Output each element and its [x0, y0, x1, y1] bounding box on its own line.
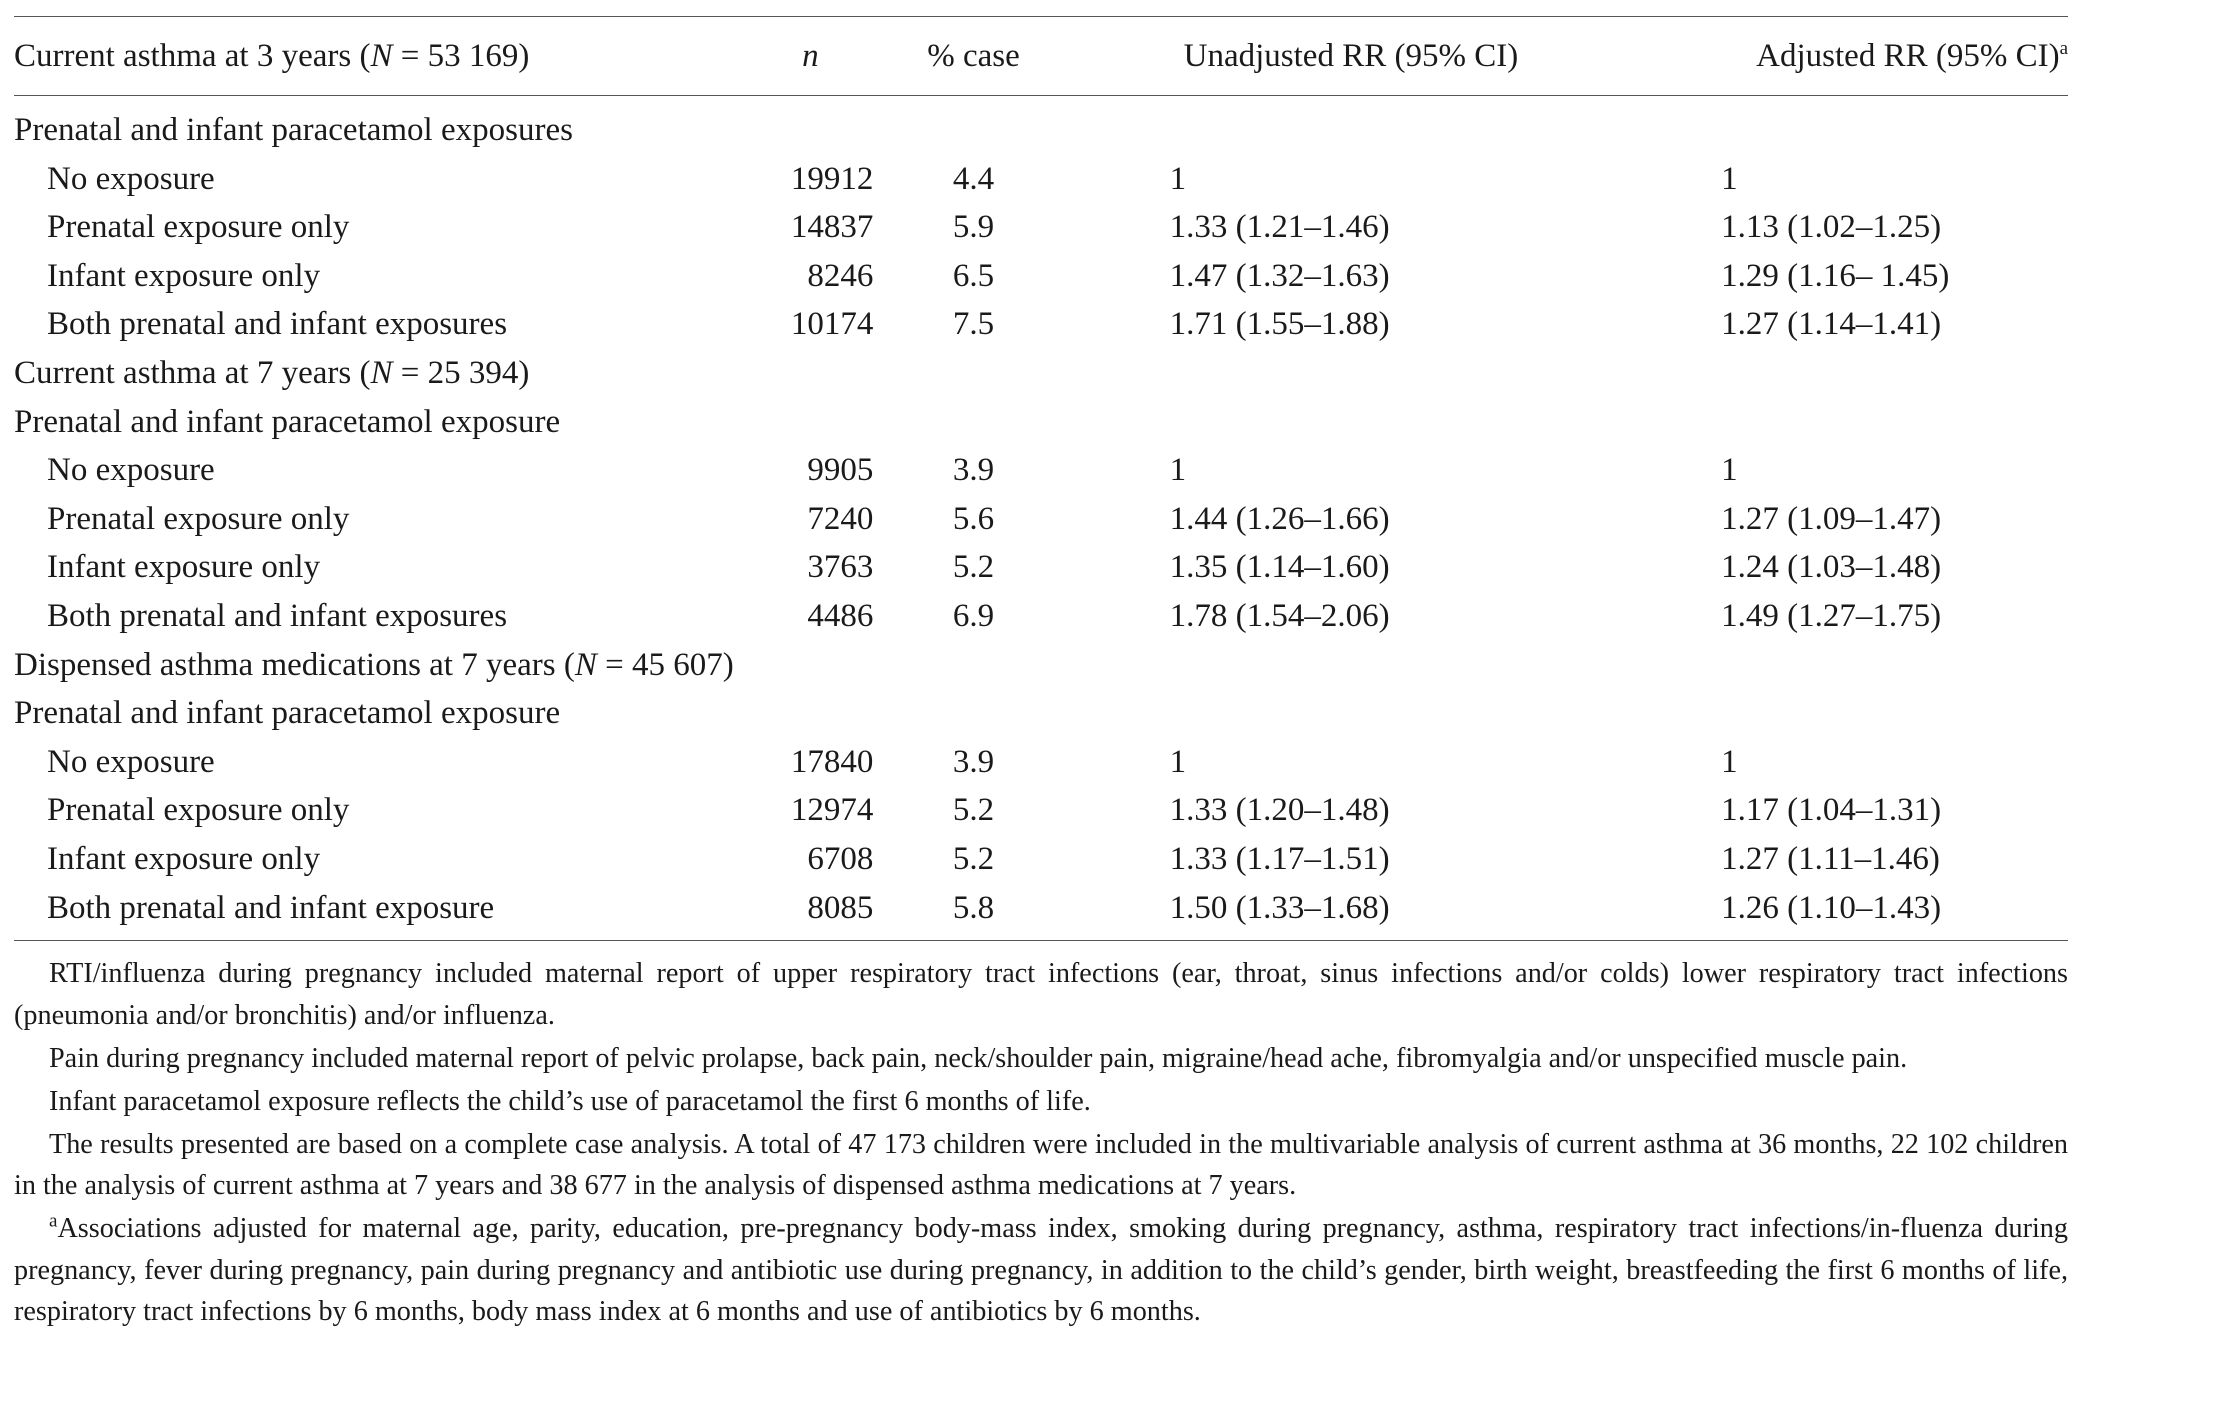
- note: The results presented are based on a complete case analysis. A total of 47 173 children were included in the multivariable analysis of current asthma at 36 months, 22 102 children in the analysis of current asthma at 7 years and 38 677 in the analysis of dispensed asthma medications at 7 years.: [14, 1128, 2068, 1202]
- adjusted-rr-value: 1: [1721, 743, 1738, 780]
- unadjusted-rr-value: 1.33 (1.21–1.46): [1169, 209, 1390, 246]
- adjusted-rr-value: 1: [1721, 160, 1738, 197]
- footnote: $^a$Associations adjusted for maternal age, parity, education, pre-pregnancy body-mass index, smoking during pregnancy, asthma, respiratory tract infections/in-fluenza during pregnancy, fever during pregnancy, pain during pregnancy and antibiotic use during pregnancy, in addition to the child’s gender, birth weight, breastfeeding the first 6 months of life, respiratory tract infections by 6 months, body mass index at 6 months and use of antibiotics by 6 months.: [14, 1210, 2068, 1328]
- unadjusted-rr-value: 1.71 (1.55–1.88): [1169, 306, 1390, 343]
- pct-case-value: 5.2: [952, 792, 995, 829]
- footnote-marker: a: [2059, 38, 2068, 59]
- table-row: [14, 446, 2068, 495]
- pct-case-value: 3.9: [952, 452, 995, 489]
- adjusted-rr-value: 1.17 (1.04–1.31): [1721, 792, 1942, 829]
- outcome-label: Dispensed asthma medications at 7 years (N = 45 607): [14, 646, 734, 683]
- group-label: Prenatal and infant paracetamol exposure: [14, 403, 561, 440]
- pct-case-value: 6.9: [952, 597, 995, 634]
- row-label: Prenatal exposure only: [47, 209, 350, 246]
- note: RTI/influenza during pregnancy included maternal report of upper respiratory tract infections (ear, throat, sinus infections and/or colds) lower respiratory tract infections (pneumonia and/or bronchitis) and/or influenza.: [14, 958, 2068, 1031]
- n-value: 8085: [807, 889, 874, 926]
- group-row: [14, 398, 2068, 447]
- unadjusted-rr-value: 1.78 (1.54–2.06): [1169, 597, 1390, 634]
- row-label: No exposure: [47, 743, 215, 780]
- adjusted-rr-value: 1.24 (1.03–1.48): [1721, 549, 1942, 586]
- outcome-label: Current asthma at 7 years (N = 25 394): [14, 354, 530, 391]
- unadjusted-rr-value: 1: [1169, 452, 1187, 489]
- bottom-rule: [14, 940, 2068, 941]
- table-row: [14, 835, 2068, 884]
- row-label: Both prenatal and infant exposures: [47, 306, 508, 343]
- adjusted-rr-value: 1.49 (1.27–1.75): [1721, 597, 1942, 634]
- unadjusted-rr-value: 1.50 (1.33–1.68): [1169, 889, 1390, 926]
- n-value: 10174: [790, 306, 874, 343]
- n-value: 14837: [790, 209, 874, 246]
- row-label: Infant exposure only: [47, 840, 321, 877]
- table-page: [14, 16, 2068, 1334]
- outcome-row: [14, 641, 2068, 690]
- pct-case-value: 5.2: [952, 840, 995, 877]
- group-row: [14, 96, 2068, 155]
- note: Infant paracetamol exposure reflects the child’s use of paracetamol the first 6 months of life.: [49, 1085, 1091, 1117]
- header-row: [14, 17, 2068, 95]
- n-value: 7240: [807, 500, 874, 537]
- row-label: No exposure: [47, 160, 215, 197]
- table-notes: [14, 953, 2068, 1333]
- row-label: Both prenatal and infant exposures: [47, 597, 508, 634]
- n-value: 8246: [807, 257, 874, 294]
- table-row: [14, 300, 2068, 349]
- row-label: Prenatal exposure only: [47, 792, 350, 829]
- pct-case-value: 3.9: [952, 743, 995, 780]
- row-label: Prenatal exposure only: [47, 500, 350, 537]
- adjusted-rr-value: 1: [1721, 452, 1738, 489]
- n-value: 9905: [807, 452, 874, 489]
- header-outcome: Current asthma at 3 years (N = 53 169): [14, 38, 530, 74]
- group-label: Prenatal and infant paracetamol exposure: [14, 695, 561, 732]
- results-table: [14, 17, 2068, 940]
- adjusted-rr-value: 1.29 (1.16– 1.45): [1721, 257, 1950, 294]
- group-row: [14, 689, 2068, 738]
- header-adjusted: Adjusted RR (95% CI)$^a$: [1756, 38, 2068, 74]
- row-label: No exposure: [47, 452, 215, 489]
- table-row: [14, 203, 2068, 252]
- pct-case-value: 6.5: [952, 257, 995, 294]
- footnote-marker: a: [49, 1210, 58, 1232]
- adjusted-rr-value: 1.27 (1.09–1.47): [1721, 500, 1942, 537]
- header-pct-case: % case: [927, 38, 1020, 74]
- adjusted-rr-value: 1.26 (1.10–1.43): [1721, 889, 1942, 926]
- pct-case-value: 4.4: [952, 160, 995, 197]
- outcome-row: [14, 349, 2068, 398]
- table-row: [14, 884, 2068, 941]
- n-value: 4486: [807, 597, 874, 634]
- pct-case-value: 5.8: [952, 889, 995, 926]
- n-value: 17840: [790, 743, 874, 780]
- note: Pain during pregnancy included maternal report of pelvic prolapse, back pain, neck/shoulder pain, migraine/head ache, fibromyalgia and/or unspecified muscle pain.: [49, 1042, 1908, 1074]
- unadjusted-rr-value: 1.35 (1.14–1.60): [1169, 549, 1390, 586]
- unadjusted-rr-value: 1.33 (1.17–1.51): [1169, 840, 1390, 877]
- table-row: [14, 252, 2068, 301]
- unadjusted-rr-value: 1: [1169, 743, 1187, 780]
- row-label: Both prenatal and infant exposure: [47, 889, 495, 926]
- table-row: [14, 155, 2068, 204]
- header-unadjusted: Unadjusted RR (95% CI): [1183, 38, 1519, 74]
- table-row: [14, 786, 2068, 835]
- unadjusted-rr-value: 1: [1169, 160, 1187, 197]
- table-row: [14, 738, 2068, 787]
- pct-case-value: 7.5: [952, 306, 995, 343]
- unadjusted-rr-value: 1.44 (1.26–1.66): [1169, 500, 1390, 537]
- n-value: 6708: [807, 840, 874, 877]
- adjusted-rr-value: 1.27 (1.14–1.41): [1721, 306, 1942, 343]
- unadjusted-rr-value: 1.47 (1.32–1.63): [1169, 257, 1390, 294]
- n-value: 19912: [790, 160, 874, 197]
- pct-case-value: 5.6: [952, 500, 995, 537]
- table-row: [14, 495, 2068, 544]
- header-n: n: [802, 38, 819, 74]
- adjusted-rr-value: 1.13 (1.02–1.25): [1721, 209, 1942, 246]
- group-label: Prenatal and infant paracetamol exposures: [14, 112, 573, 148]
- adjusted-rr-value: 1.27 (1.11–1.46): [1721, 840, 1940, 877]
- pct-case-value: 5.2: [952, 549, 995, 586]
- row-label: Infant exposure only: [47, 549, 321, 586]
- table-row: [14, 592, 2068, 641]
- table-row: [14, 543, 2068, 592]
- table-body: [14, 96, 2068, 940]
- row-label: Infant exposure only: [47, 257, 321, 294]
- n-value: 3763: [807, 549, 874, 586]
- n-value: 12974: [790, 792, 874, 829]
- pct-case-value: 5.9: [952, 209, 995, 246]
- unadjusted-rr-value: 1.33 (1.20–1.48): [1169, 792, 1390, 829]
